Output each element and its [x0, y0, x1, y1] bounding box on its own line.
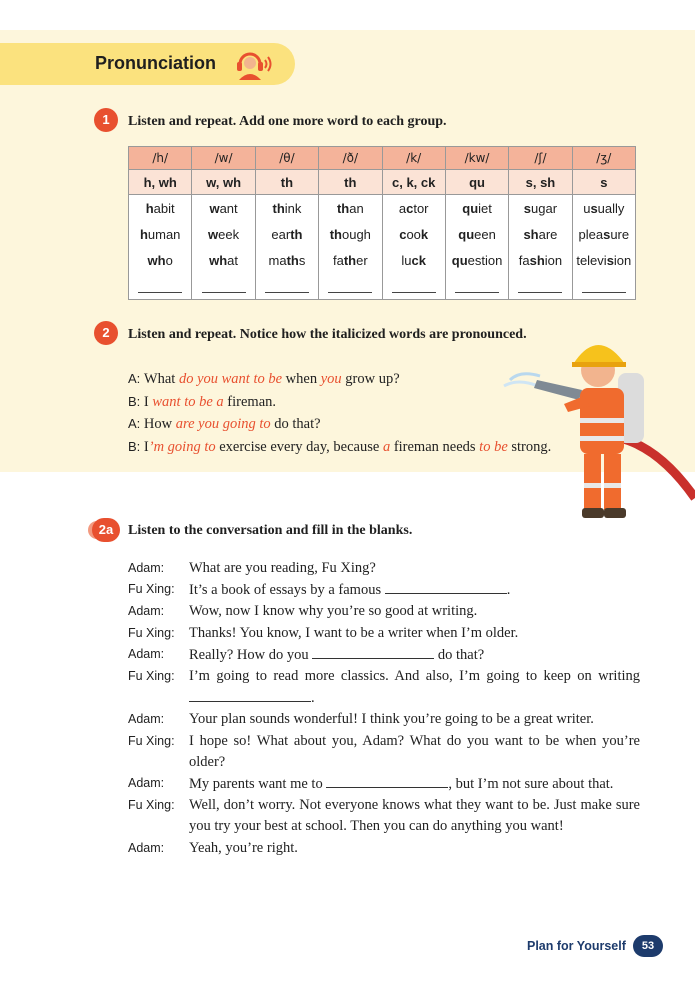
phonetic-symbol: /k/	[382, 147, 445, 170]
phonetic-symbol: /ð/	[319, 147, 382, 170]
example-word: question	[451, 253, 503, 268]
conversation-text: Your plan sounds wonderful! I think you’re going to be a great writer.	[189, 711, 594, 728]
word-column	[382, 195, 445, 300]
conversation-line	[128, 731, 640, 773]
speaker-label: A:	[128, 371, 144, 386]
conversation-text: Really? How do you do that?	[189, 644, 640, 666]
conversation	[128, 558, 640, 859]
example-dialogue	[128, 368, 551, 458]
phonetic-symbol: /kw/	[445, 147, 508, 170]
letter-groups-row	[129, 170, 636, 195]
dialogue-line: A: How are you going to do that?	[128, 416, 321, 432]
conversation-text: Wow, now I know why you’re so good at writing.	[189, 603, 478, 620]
section-number-2a: 2a	[92, 518, 120, 542]
conversation-text: I hope so! What about you, Adam? What do you want to be when you’re older?	[189, 732, 640, 770]
letter-group: qu	[445, 170, 508, 195]
section-1-title: Listen and repeat. Add one more word to each group.	[128, 114, 447, 129]
letter-group: w, wh	[192, 170, 255, 195]
conversation-line	[128, 558, 640, 579]
example-word: father	[332, 253, 368, 268]
word-column	[445, 195, 508, 300]
conversation-text: It’s a book of essays by a famous .	[189, 579, 640, 601]
answer-blank[interactable]	[265, 274, 309, 293]
conversation-line	[128, 795, 640, 837]
letter-group: s	[572, 170, 635, 195]
example-word: sugar	[523, 201, 558, 216]
example-word: maths	[268, 253, 306, 268]
conversation-text: I’m going to read more classics. And also, I’m going to keep on writing .	[189, 668, 640, 707]
word-column	[129, 195, 192, 300]
conversation-line	[128, 623, 640, 644]
conversation-line	[128, 644, 640, 666]
fill-in-blank[interactable]	[312, 644, 434, 659]
speaker-label: Fu Xing:	[128, 582, 175, 597]
section-number-1: 1	[94, 108, 118, 132]
dialogue-line: B: I want to be a fireman.	[128, 393, 277, 410]
speaker-label: Adam:	[128, 646, 165, 661]
phonetic-symbol: /ʒ/	[572, 147, 635, 170]
speaker-label: B:	[128, 438, 144, 454]
dialogue-line: A: What do you want to be when you grow up?	[128, 371, 400, 387]
fill-in-blank[interactable]	[189, 687, 311, 702]
conversation-line	[128, 579, 640, 601]
letter-group: th	[255, 170, 318, 195]
word-column	[572, 195, 635, 300]
example-word: television	[576, 253, 632, 268]
phonetic-symbol: /ʃ/	[509, 147, 572, 170]
answer-blank[interactable]	[455, 274, 499, 293]
section-2-title: Listen and repeat. Notice how the italicized words are pronounced.	[128, 327, 527, 342]
example-word: habit	[145, 201, 175, 216]
example-word: actor	[398, 201, 429, 216]
section-2a-title: Listen to the conversation and fill in the blanks.	[128, 523, 413, 538]
example-word: human	[139, 227, 181, 242]
example-word: cook	[399, 227, 429, 242]
example-word: earth	[271, 227, 303, 242]
letter-group: h, wh	[129, 170, 192, 195]
fireman-illustration	[500, 318, 695, 530]
speaker-label: Adam:	[128, 840, 165, 855]
page-number: 53	[633, 935, 663, 957]
letter-group: s, sh	[509, 170, 572, 195]
letter-group: th	[319, 170, 382, 195]
page-margin-top	[0, 0, 695, 30]
example-word: usually	[583, 201, 625, 216]
letter-group: c, k, ck	[382, 170, 445, 195]
speaker-label: Fu Xing:	[128, 798, 175, 813]
answer-blank[interactable]	[518, 274, 562, 293]
answer-blank[interactable]	[328, 274, 372, 293]
phonics-table	[128, 146, 636, 300]
answer-blank[interactable]	[392, 274, 436, 293]
example-word: think	[272, 201, 302, 216]
speaker-label: Fu Xing:	[128, 733, 175, 748]
example-word: luck	[401, 253, 426, 268]
conversation-text: My parents want me to , but I’m not sure about that.	[189, 773, 640, 795]
speaker-label: Adam:	[128, 561, 165, 575]
answer-blank[interactable]	[138, 274, 182, 293]
conversation-line	[128, 601, 640, 622]
phonetic-symbol: /w/	[192, 147, 255, 170]
speaker-label: A:	[128, 416, 144, 431]
speaker-label: Fu Xing:	[128, 669, 175, 684]
unit-title: Plan for Yourself	[527, 939, 626, 953]
word-column	[509, 195, 572, 300]
example-word: what	[209, 253, 239, 268]
speaker-label: Adam:	[128, 604, 165, 619]
speaker-label: Fu Xing:	[128, 625, 175, 640]
example-word: fashion	[518, 253, 563, 268]
answer-blank[interactable]	[582, 274, 626, 293]
conversation-text: Yeah, you’re right.	[189, 839, 298, 856]
example-word: queen	[458, 227, 496, 242]
example-word: than	[336, 201, 364, 216]
conversation-text: Thanks! You know, I want to be a writer when I’m older.	[189, 624, 519, 641]
speaker-label: Adam:	[128, 712, 165, 727]
example-word: week	[208, 227, 240, 242]
speaker-label: Adam:	[128, 776, 165, 791]
word-column	[255, 195, 318, 300]
conversation-line	[128, 838, 640, 859]
speaker-label: B:	[128, 393, 144, 409]
phonetic-symbols-row	[129, 147, 636, 170]
example-word: who	[147, 253, 173, 268]
conversation-text: Well, don’t worry. Not everyone knows what they want to be. Just make sure you try your best at school. Then you can do anything you want!	[189, 797, 640, 835]
word-column	[319, 195, 382, 300]
phonetic-symbol: /h/	[129, 147, 192, 170]
example-word: share	[523, 227, 558, 242]
example-word: want	[209, 201, 238, 216]
example-words-row	[129, 195, 636, 300]
example-word: quiet	[462, 201, 492, 216]
page-title: Pronunciation	[95, 53, 216, 73]
answer-blank[interactable]	[202, 274, 246, 293]
conversation-line	[128, 773, 640, 795]
conversation-text: What are you reading, Fu Xing?	[189, 560, 376, 576]
conversation-line	[128, 666, 640, 709]
fill-in-blank[interactable]	[385, 579, 507, 594]
word-column	[192, 195, 255, 300]
section-number-2: 2	[94, 321, 118, 345]
fill-in-blank[interactable]	[326, 773, 448, 788]
listening-icon	[232, 48, 272, 80]
example-word: though	[329, 227, 371, 242]
conversation-line	[128, 709, 640, 730]
dialogue-line: B: I’m going to exercise every day, because a fireman needs to be strong.	[128, 438, 552, 455]
phonetic-symbol: /θ/	[255, 147, 318, 170]
example-word: pleasure	[578, 227, 630, 242]
